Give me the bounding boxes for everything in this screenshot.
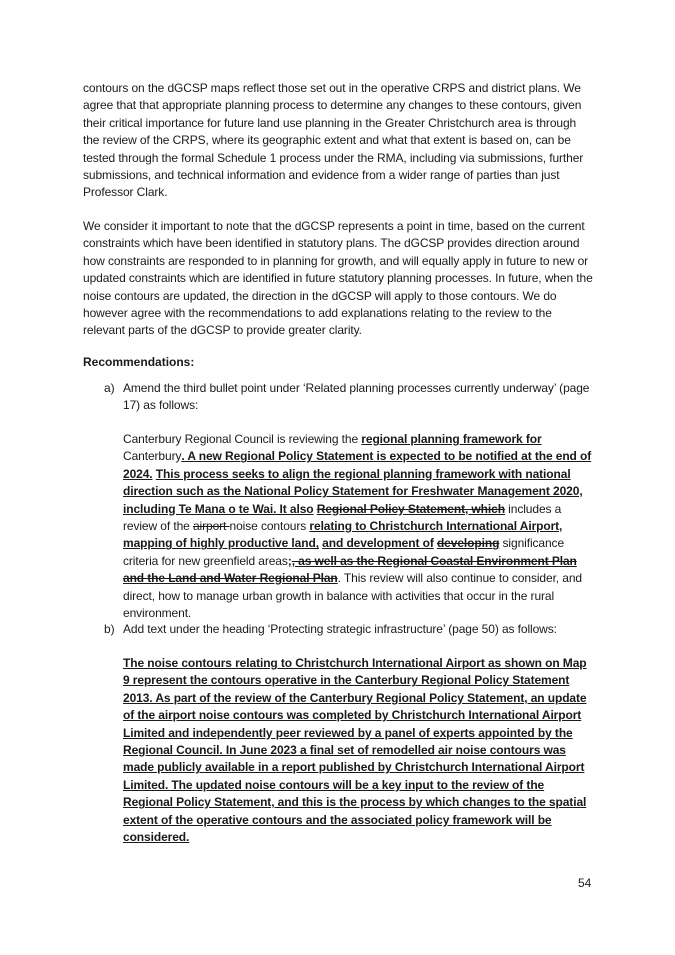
quote-a-insert: regional planning framework for <box>361 432 542 446</box>
quote-a-plain: Canterbury Regional Council is reviewing the <box>123 432 362 446</box>
quote-a-plain: Canterbury <box>123 449 182 464</box>
quote-a-insert: . A new Regional Policy Statement is expected to be notified at the end of 2024. <box>123 449 592 481</box>
recommendation-b-inserted-text: The noise contours relating to Christchurch International Airport as shown on Map 9 represent the contours operative in the Canterbury Regional Policy Statement 2013. As part of the review of the Canterbury Regional Policy Statement, an update of the airport noise contours was completed by Christchurch International Airport Limited and independently peer reviewed by a panel of experts appointed by the Regional Council. In June 2023 a final set of remodelled air noise contours was made publicly available in a report published by Christchurch International Airport Limited. The updated noise contours will be a key input to the review of the Regional Policy Statement, and this is the process by which changes to the spatial extent of the operative contours and the associated policy framework will be considered. <box>123 656 587 845</box>
quote-a-plain: includes a review of the <box>123 501 562 534</box>
quote-a-deletion: , as well as the Regional Coastal Environment Plan and the Land and Water Regional Plan <box>123 553 577 586</box>
quote-a-deletion: Regional Policy Statement, which <box>316 501 505 516</box>
paragraph-noise-contours-crps: contours on the dGCSP maps reflect those set out in the operative CRPS and district plans. We agree that that appropriate planning process to determine any changes to these contours, given their critical importance for future land use planning in the Greater Christchurch area is through the review of the CRPS, where its geographic extent and what that extent is based on, can be tested through the formal Schedule 1 process under the RMA, including via submissions, further submissions, and technical information and evidence from a wider range of parties than just Professor Clark. <box>83 81 584 200</box>
quote-a-plain: noise contours <box>229 519 310 534</box>
quote-a-insert: relating to Christchurch International Airport, mapping of highly productive land, <box>123 519 563 551</box>
quote-a-plain: significance criteria for new greenfield areas <box>123 536 565 568</box>
recommendation-a-text: Amend the third bullet point under ‘Related planning processes currently underway’ (page 17) as follows: <box>123 381 590 413</box>
quote-a-insert: and development of <box>322 536 434 551</box>
quote-a-plain: . This review will also continue to consider, and direct, how to manage urban growth in balance with activities that occur in the rural environment. <box>123 571 582 621</box>
recommendation-b-text: Add text under the heading ‘Protecting strategic infrastructure’ (page 50) as follows: <box>123 622 557 636</box>
recommendation-a-label: a) <box>104 381 115 395</box>
page-number: 54 <box>578 876 592 890</box>
paragraph-dgcsp-point-in-time: We consider it important to note that the dGCSP represents a point in time, based on the current constraints which have been identified in statutory plans. The dGCSP provides direction around how constraints are responded to in planning for growth, and will equally apply in future to new or updated constraints which are identified in future statutory planning processes. In future, when the noise contours are updated, the direction in the dGCSP will apply to those contours. We do however agree with the recommendations to add explanations relating to the review to the relevant parts of the dGCSP to provide greater clarity. <box>83 219 593 338</box>
recommendations-heading: Recommendations: <box>83 355 195 369</box>
quote-a-insert: This process seeks to align the regional planning framework with national direction such as the National Policy Statement for Freshwater Management 2020, including Te Mana o te Wai. It also <box>123 466 583 516</box>
quote-a-deletion: airport <box>192 519 230 534</box>
recommendation-a-tracked-changes <box>123 431 593 622</box>
quote-a-insert: ; <box>287 553 292 568</box>
recommendation-b-label: b) <box>104 622 115 636</box>
quote-a-deletion: developing <box>436 536 500 551</box>
